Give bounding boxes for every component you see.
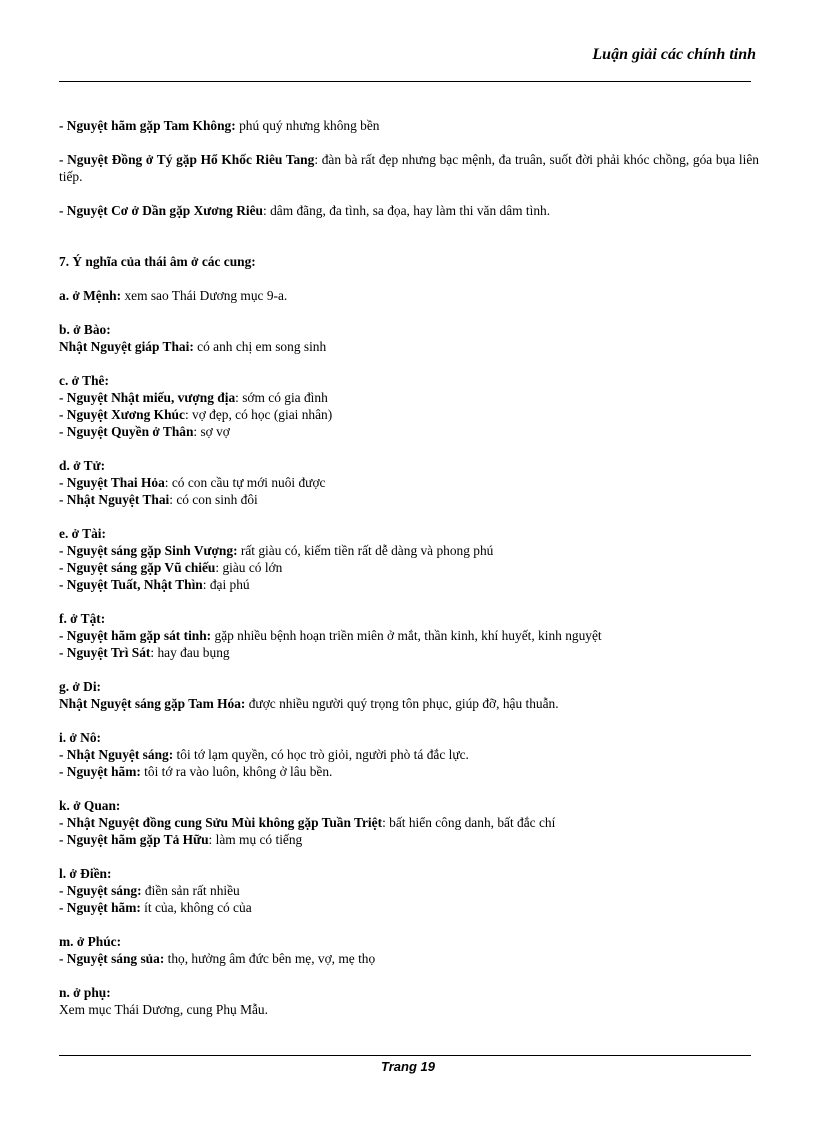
list-item: - Nguyệt Trì Sát: hay đau bụng (59, 645, 230, 660)
section-heading: b. ở Bào: (59, 322, 111, 337)
list-item: - Nhật Nguyệt đồng cung Sửu Mùi không gặp Tuần Triệt: bất hiển công danh, bất đắc chí (59, 815, 556, 830)
section-heading: f. ở Tật: (59, 611, 106, 626)
section-bao (59, 321, 759, 355)
list-item: - Nguyệt hãm gặp Tả Hữu: làm mụ có tiếng (59, 832, 303, 847)
list-item: - Nguyệt sáng: điền sản rất nhiều (59, 883, 240, 898)
list-item: - Nguyệt Xương Khúc: vợ đẹp, có học (giai nhân) (59, 407, 333, 422)
list-item: - Nguyệt Tuất, Nhật Thìn: đại phú (59, 577, 250, 592)
section-di (59, 678, 759, 712)
section-heading: n. ở phụ: (59, 985, 111, 1000)
section-tai (59, 525, 759, 593)
definition: : đàn bà rất đẹp nhưng bạc mệnh, đa truân, suốt đời phải khóc chồng, góa bụa liên tiếp. (59, 152, 759, 184)
list-item: Nhật Nguyệt giáp Thai: có anh chị em song sinh (59, 339, 327, 354)
list-item: Xem mục Thái Dương, cung Phụ Mẫu. (59, 1002, 268, 1017)
section-the (59, 372, 759, 440)
list-item: - Nguyệt hãm: tôi tớ ra vào luôn, không ở lâu bền. (59, 764, 333, 779)
footer-rule (59, 1055, 751, 1056)
section-heading: k. ở Quan: (59, 798, 121, 813)
section-heading: g. ở Di: (59, 679, 102, 694)
list-item: - Nguyệt hãm: ít của, không có của (59, 900, 252, 915)
section-heading: d. ở Tử: (59, 458, 106, 473)
section-heading: a. ở Mệnh: (59, 288, 122, 303)
page-number: Trang 19 (381, 1059, 435, 1074)
section-phu (59, 984, 759, 1018)
section-quan (59, 797, 759, 848)
intro-paragraph (59, 117, 759, 134)
section-tu (59, 457, 759, 508)
page-header-title: Luận giải các chính tinh (592, 46, 756, 63)
intro-paragraph (59, 151, 759, 185)
list-item: - Nguyệt Quyền ở Thân: sợ vợ (59, 424, 230, 439)
list-item: - Nguyệt sáng sủa: thọ, hưởng âm đức bên mẹ, vợ, mẹ thọ (59, 951, 376, 966)
list-item: Nhật Nguyệt sáng gặp Tam Hóa: được nhiều người quý trọng tôn phục, giúp đỡ, hậu thuẫn. (59, 696, 559, 711)
definition: phú quý nhưng không bền (235, 118, 380, 133)
header-rule (59, 81, 751, 82)
list-item: - Nguyệt hãm gặp sát tinh: gặp nhiều bệnh hoạn triền miên ở mắt, thần kinh, khí huyết, kinh nguyệt (59, 628, 602, 643)
section-heading: l. ở Điền: (59, 866, 112, 881)
section-heading: c. ở Thê: (59, 373, 109, 388)
document-body (59, 117, 759, 1035)
section-no (59, 729, 759, 780)
section-heading: e. ở Tài: (59, 526, 106, 541)
list-item: - Nguyệt sáng gặp Sinh Vượng: rất giàu có, kiếm tiền rất dễ dàng và phong phú (59, 543, 494, 558)
intro-paragraph (59, 202, 759, 219)
term: - Nguyệt Cơ ở Dần gặp Xương Riêu (59, 203, 263, 218)
section-heading: m. ở Phúc: (59, 934, 122, 949)
section-heading: i. ở Nô: (59, 730, 102, 745)
list-item: - Nguyệt sáng gặp Vũ chiếu: giàu có lớn (59, 560, 283, 575)
term: - Nguyệt hãm gặp Tam Không: (59, 118, 236, 133)
section-tat (59, 610, 759, 661)
term: - Nguyệt Đồng ở Tý gặp Hổ Khốc Riêu Tang (59, 152, 315, 167)
definition: : dâm đãng, đa tình, sa đọa, hay làm thi văn dâm tình. (263, 203, 551, 218)
section-phuc (59, 933, 759, 967)
section-menh: a. ở Mệnh: xem sao Thái Dương mục 9-a. (59, 288, 288, 303)
section-title: 7. Ý nghĩa của thái âm ở các cung: (59, 254, 256, 269)
list-item: - Nhật Nguyệt Thai: có con sinh đôi (59, 492, 258, 507)
section-dien (59, 865, 759, 916)
list-item: - Nhật Nguyệt sáng: tôi tớ lạm quyền, có học trò giỏi, người phò tá đắc lực. (59, 747, 469, 762)
list-item: - Nguyệt Nhật miếu, vượng địa: sớm có gia đình (59, 390, 328, 405)
list-item: - Nguyệt Thai Hỏa: có con cầu tự mới nuôi được (59, 475, 326, 490)
